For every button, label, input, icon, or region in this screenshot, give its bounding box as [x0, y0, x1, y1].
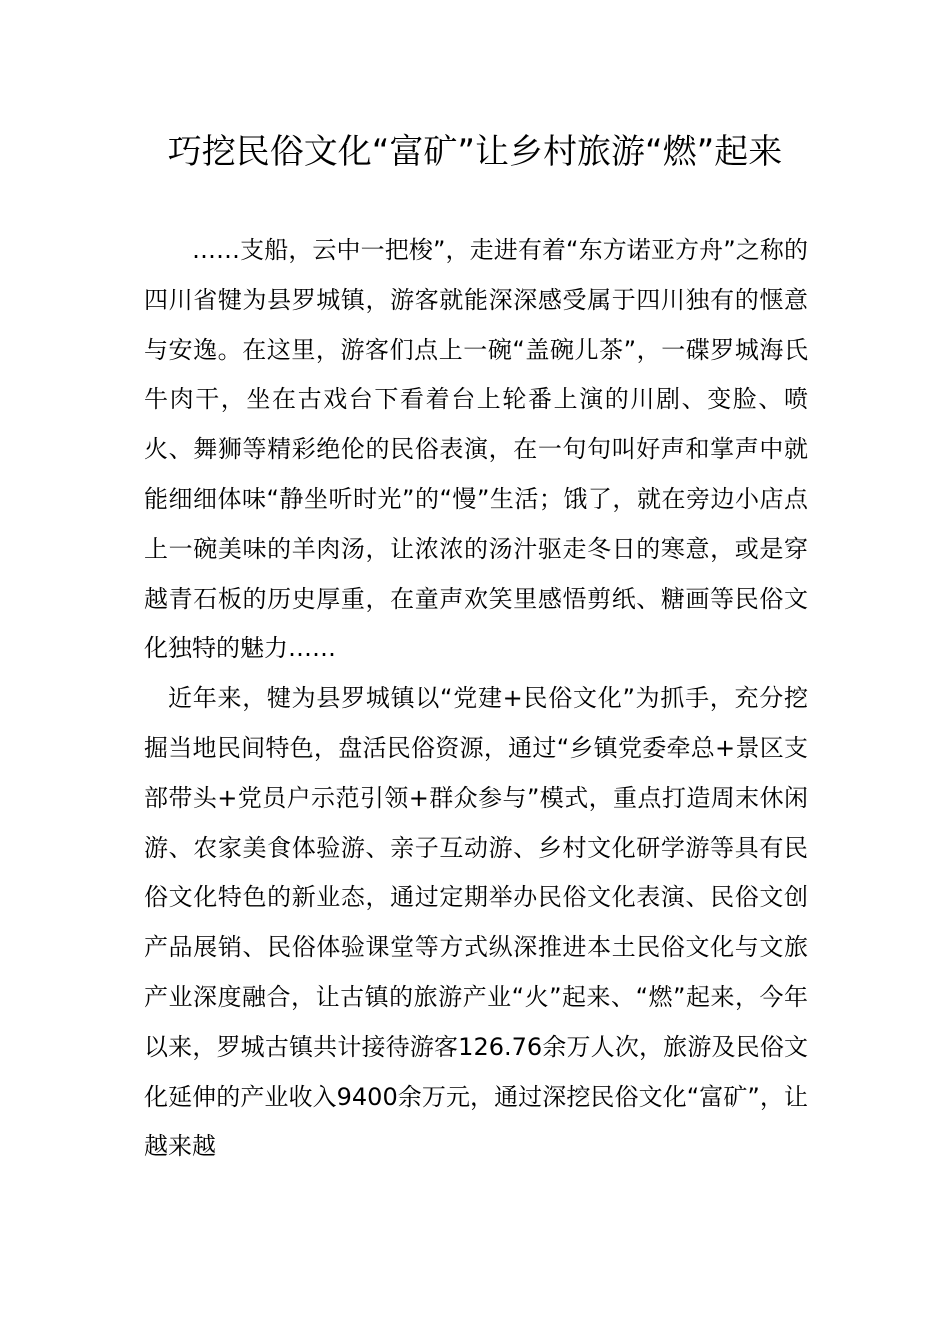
article-body	[144, 226, 808, 1172]
paragraph-main: 近年来，犍为县罗城镇以“党建+民俗文化”为抓手，充分挖掘当地民间特色，盘活民俗资源，通过“乡镇党委牵总+景区支部带头+党员户示范引领+群众参与”模式，重点打造周末休闲游、农家美食体验游、亲子互动游、乡村文化研学游等具有民俗文化特色的新业态，通过定期举办民俗文化表演、民俗文创产品展销、民俗体验课堂等方式纵深推进本土民俗文化与文旅产业深度融合，让古镇的旅游产业“火”起来、“燃”起来，今年以来，罗城古镇共计接待游客126.76余万人次，旅游及民俗文化延伸的产业收入9400余万元，通过深挖民俗文化“富矿”，让越来越	[144, 684, 808, 1161]
article-title: 巧挖民俗文化“富矿”让乡村旅游“燃”起来	[167, 132, 783, 172]
paragraph-intro: ……支船，云中一把梭”，走进有着“东方诺亚方舟”之称的四川省犍为县罗城镇，游客就能深深感受属于四川独有的惬意与安逸。在这里，游客们点上一碗“盖碗儿茶”，一碟罗城海氏牛肉干，坐在古戏台下看着台上轮番上演的川剧、变脸、喷火、舞狮等精彩绝伦的民俗表演，在一句句叫好声和掌声中就能细细体味“静坐听时光”的“慢”生活；饿了，就在旁边小店点上一碗美味的羊肉汤，让浓浓的汤汁驱走冬日的寒意，或是穿越青石板的历史厚重，在童声欢笑里感悟剪纸、糖画等民俗文化独特的魅力……	[144, 236, 808, 663]
